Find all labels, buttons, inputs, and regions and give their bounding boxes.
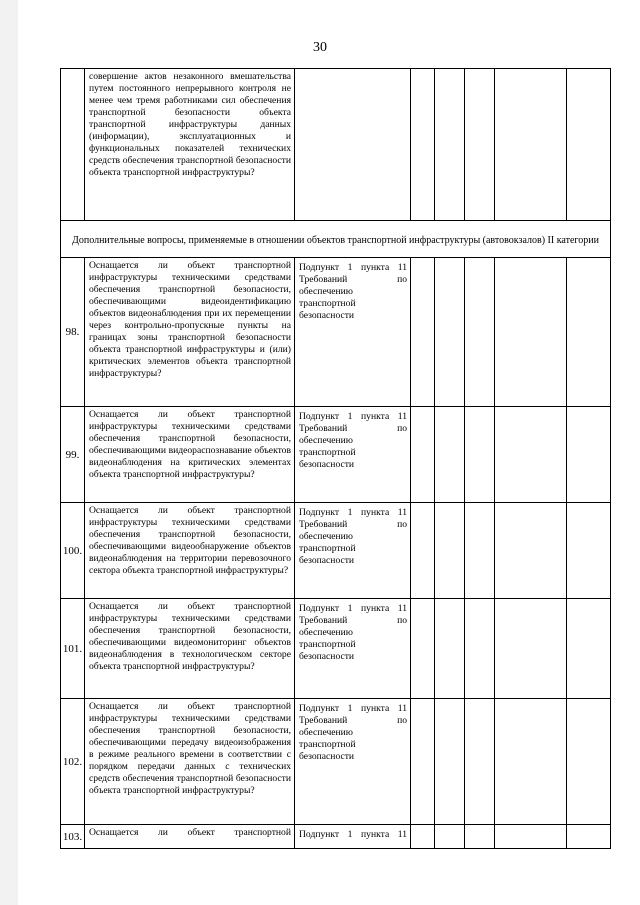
ref-cell [295, 599, 411, 699]
answer-cell [567, 699, 611, 825]
row-number: 102. [61, 699, 85, 825]
answer-cell [495, 825, 567, 849]
answer-cell [495, 69, 567, 221]
answer-cell [435, 825, 465, 849]
answer-cell [411, 599, 435, 699]
answer-cell [411, 407, 435, 503]
table-row [61, 407, 611, 503]
row-number: 103. [61, 825, 85, 849]
answer-cell [567, 825, 611, 849]
ref-cell [295, 825, 411, 849]
table-row [61, 599, 611, 699]
row-number: 101. [61, 599, 85, 699]
answer-cell [411, 258, 435, 407]
ref-cell [295, 407, 411, 503]
question-cell: Оснащается ли объект транспортной инфраструктуры техническими средствами обеспечения транспортной безопасности, обеспечивающими передачу видеоизображения в режиме реального времени в соответствии с порядком передачи данных с технических средств обеспечения транспортной безопасности объекта транспортной инфраструктуры? [85, 699, 295, 825]
scan-left-edge [0, 0, 18, 905]
question-cell: Оснащается ли объект транспортной инфраструктуры техническими средствами обеспечения транспортной безопасности, обеспечивающими видеораспознавание объектов видеонаблюдения на критических элементах объекта транспортной инфраструктуры? [85, 407, 295, 503]
answer-cell [567, 407, 611, 503]
ref-line: Подпункт 1 пункта 11 [299, 507, 407, 518]
answer-cell [465, 69, 495, 221]
ref-line: обеспечению транспортной безопасности [299, 627, 356, 662]
question-cell: Оснащается ли объект транспортной инфраструктуры техническими средствами обеспечения транспортной безопасности, обеспечивающими видеообнаружение объектов видеонаблюдения на территории перевозочного сектора объекта транспортной инфраструктуры? [85, 503, 295, 599]
ref-cell [295, 699, 411, 825]
ref-line: обеспечению транспортной безопасности [299, 531, 356, 566]
question-cell: Оснащается ли объект транспортной [85, 825, 295, 849]
ref-cell [295, 258, 411, 407]
answer-cell [495, 699, 567, 825]
ref-cell [295, 503, 411, 599]
answer-cell [567, 599, 611, 699]
question-cell: совершение актов незаконного вмешательства путем постоянного непрерывного контроля не менее чем тремя работниками сил обеспечения транспортной безопасности объекта транспортной инфраструктуры данных (информации), эксплуатационных и функциональных показателей технических средств обеспечения транспортной безопасности объекта транспортной инфраструктуры? [85, 69, 295, 221]
answer-cell [465, 407, 495, 503]
answer-cell [495, 258, 567, 407]
table-row [61, 503, 611, 599]
table-row [61, 825, 611, 849]
answer-cell [435, 407, 465, 503]
row-number: 100. [61, 503, 85, 599]
ref-line: обеспечению транспортной безопасности [299, 286, 356, 321]
ref-line: Подпункт 1 пункта 11 [299, 603, 407, 614]
answer-cell [465, 258, 495, 407]
answer-cell [435, 503, 465, 599]
section-header-row [61, 221, 611, 258]
ref-line: Подпункт 1 пункта 11 [299, 703, 407, 714]
answer-cell [567, 503, 611, 599]
ref-line: обеспечению транспортной безопасности [299, 435, 356, 470]
row-number: 98. [61, 258, 85, 407]
section-header: Дополнительные вопросы, применяемые в отношении объектов транспортной инфраструктуры (автовокзалов) II категории [61, 221, 611, 258]
answer-cell [435, 599, 465, 699]
page-number: 30 [313, 40, 327, 55]
cell-num [61, 69, 85, 221]
ref-cell [295, 69, 411, 221]
answer-cell [567, 69, 611, 221]
table-row [61, 258, 611, 407]
checklist-table [60, 68, 611, 849]
answer-cell [465, 825, 495, 849]
question-cell: Оснащается ли объект транспортной инфраструктуры техническими средствами обеспечения транспортной безопасности, обеспечивающими видеомониторинг объектов видеонаблюдения в технологическом секторе объекта транспортной инфраструктуры? [85, 599, 295, 699]
answer-cell [465, 599, 495, 699]
table-row [61, 699, 611, 825]
answer-cell [567, 258, 611, 407]
row-number: 99. [61, 407, 85, 503]
answer-cell [411, 503, 435, 599]
table-row [61, 69, 611, 221]
ref-line: Подпункт 1 пункта 11 [299, 411, 407, 422]
ref-line: Подпункт 1 пункта 11 [299, 829, 407, 840]
answer-cell [465, 503, 495, 599]
answer-cell [495, 503, 567, 599]
ref-line: обеспечению транспортной безопасности [299, 727, 356, 762]
ref-line: Требований по [299, 519, 407, 530]
answer-cell [411, 825, 435, 849]
answer-cell [495, 599, 567, 699]
answer-cell [435, 699, 465, 825]
answer-cell [411, 699, 435, 825]
ref-line: Требований по [299, 274, 407, 285]
ref-line: Требований по [299, 715, 407, 726]
answer-cell [435, 258, 465, 407]
answer-cell [465, 699, 495, 825]
ref-line: Подпункт 1 пункта 11 [299, 262, 407, 273]
answer-cell [411, 69, 435, 221]
ref-line: Требований по [299, 615, 407, 626]
question-cell: Оснащается ли объект транспортной инфраструктуры техническими средствами обеспечения транспортной безопасности, обеспечивающими видеоидентификацию объектов видеонаблюдения при их перемещении через контрольно-пропускные пункты на границах зоны транспортной безопасности объекта транспортной инфраструктуры и (или) критических элементов объекта транспортной инфраструктуры? [85, 258, 295, 407]
answer-cell [435, 69, 465, 221]
ref-line: Требований по [299, 423, 407, 434]
answer-cell [495, 407, 567, 503]
